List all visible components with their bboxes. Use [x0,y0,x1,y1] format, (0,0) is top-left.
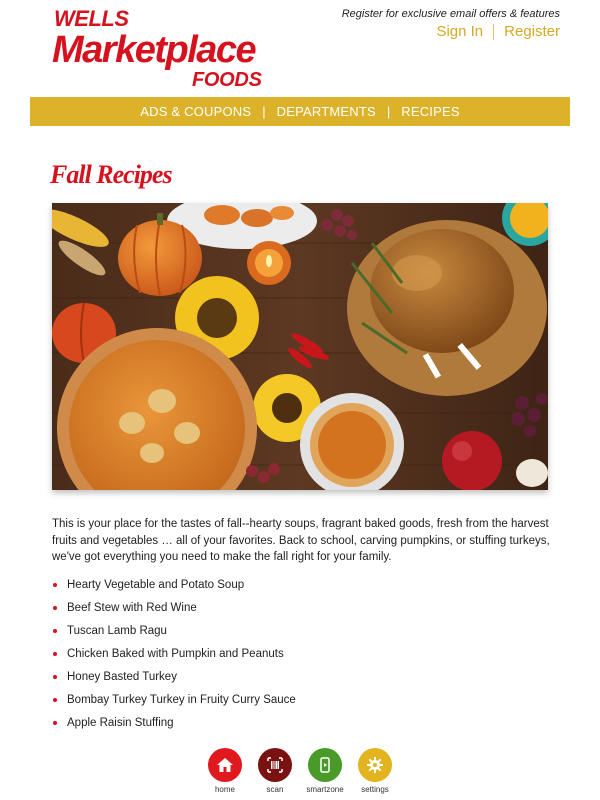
nav-separator: | [262,104,266,119]
settings-label: settings [361,785,389,794]
home-button[interactable] [200,748,250,794]
site-header [0,0,600,96]
recipe-link[interactable]: Chicken Baked with Pumpkin and Peanuts [52,647,296,670]
account-divider [493,24,494,40]
store-logo[interactable] [52,6,262,94]
bottom-toolbar [0,738,600,800]
smartzone-label: smartzone [306,785,344,794]
gear-icon [358,748,392,782]
recipe-link[interactable]: Apple Raisin Stuffing [52,716,296,739]
nav-separator: | [386,104,391,119]
page-title: Fall Recipes [50,160,172,189]
recipe-link[interactable]: Honey Basted Turkey [52,670,296,693]
hero-image [52,203,548,490]
account-links [436,23,560,40]
phone-icon [308,748,342,782]
logo-line-2: Marketplace [52,29,256,71]
recipe-link[interactable]: Beef Stew with Red Wine [52,601,296,624]
scan-button[interactable] [250,748,300,794]
sign-in-link[interactable]: Sign In [436,23,484,40]
email-offer-text: Register for exclusive email offers & features [341,8,560,20]
smartzone-button[interactable] [300,748,350,794]
intro-paragraph: This is your place for the tastes of fall--hearty soups, fragrant baked goods, fresh from the harvest fruits and vegetables … all of your favorites. Back to school, carving pumpkins, or stuffing turkeys, we've got everything you need to make the fall right for your family. [52,518,550,563]
scan-label: scan [266,785,284,794]
main-nav [30,97,570,126]
register-link[interactable]: Register [504,23,560,40]
nav-ads-coupons[interactable]: ADS & COUPONS [140,104,252,119]
nav-departments[interactable]: DEPARTMENTS [276,104,376,119]
nav-recipes[interactable]: RECIPES [401,104,460,119]
logo-line-1: WELLS [54,6,129,31]
settings-button[interactable] [350,748,400,794]
recipe-link[interactable]: Bombay Turkey Turkey in Fruity Curry Sauce [52,693,296,716]
recipe-link[interactable]: Tuscan Lamb Ragu [52,624,296,647]
home-icon [208,748,242,782]
recipe-link[interactable]: Hearty Vegetable and Potato Soup [52,578,296,601]
barcode-icon [258,748,292,782]
logo-line-3: FOODS [192,69,262,91]
home-label: home [214,785,235,794]
recipe-list [52,578,296,739]
